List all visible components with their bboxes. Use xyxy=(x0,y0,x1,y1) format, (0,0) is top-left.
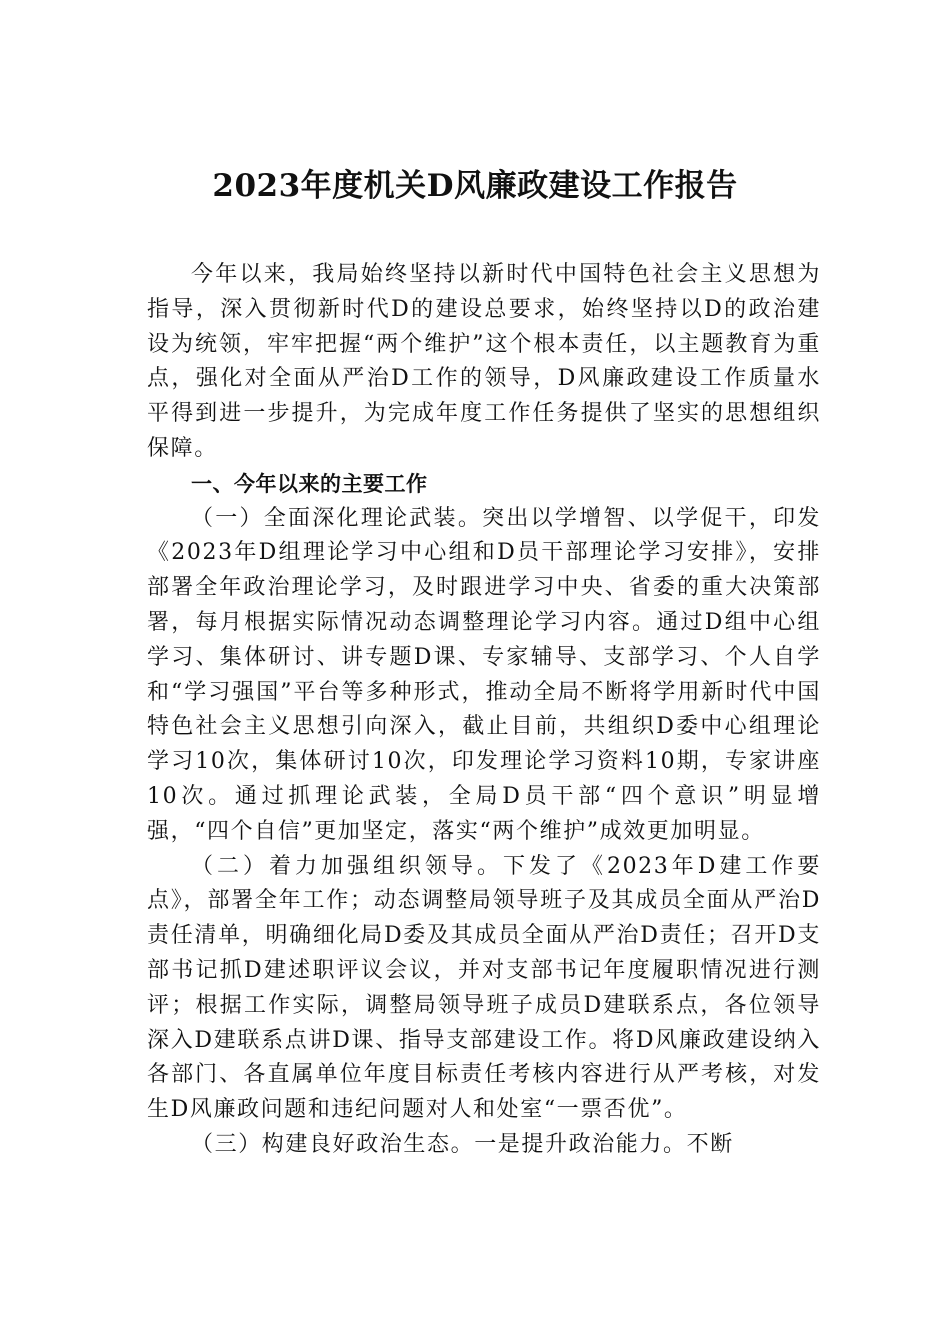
item-text-theory-study: 突出以学增智、以学促干，印发《2023年D组理论学习中心组和D员干部理论学习安排》，安排部署全年政治理论学习，及时跟进学习中央、省委的重大决策部署，每月根据实际情况动态调整理论学习内容。通过D组中心组学习、集体研讨、讲专题D课、专家辅导、支部学习、个人自学和“学习强国”平台等多种形式，推动全局不断将学用新时代中国特色社会主义思想引向深入，截止目前，共组织D委中心组理论学习10次，集体研讨10次，印发理论学习资料10期，专家讲座10次。通过抓理论武装，全局D员干部“四个意识”明显增强，“四个自信”更加坚定，落实“两个维护”成效更加明显。 xyxy=(147,505,822,844)
section-heading-main-work: 一、今年以来的主要工作 xyxy=(191,471,428,496)
item-lead-organization-leadership: （二）着力加强组织领导。 xyxy=(191,853,503,879)
item-lead-political-ecology: （三）构建良好政治生态。 xyxy=(191,1131,475,1157)
item-text-organization-leadership: 下发了《2023年D建工作要点》，部署全年工作；动态调整局领导班子及其成员全面从严治D责任清单，明确细化局D委及其成员全面从严治D责任；召开D支部书记抓D建述职评议会议，并对支部书记年度履职情况进行测评；根据工作实际，调整局领导班子成员D建联系点，各位领导深入D建联系点讲D课、指导支部建设工作。将D风廉政建设纳入各部门、各直属单位年度目标责任考核内容进行从严考核，对发生D风廉政问题和违纪问题对人和处室“一票否优”。 xyxy=(147,853,821,1123)
document-body xyxy=(147,258,821,1163)
item-text-political-ecology: 一是提升政治能力。不断 xyxy=(474,1131,734,1157)
paragraph-organization-leadership xyxy=(147,850,821,1128)
paragraph-political-ecology xyxy=(147,1128,821,1163)
document-title: 2023年度机关D风廉政建设工作报告 xyxy=(212,168,738,204)
paragraph-theory-study xyxy=(147,502,821,850)
intro-paragraph: 今年以来，我局始终坚持以新时代中国特色社会主义思想为指导，深入贯彻新时代D的建设总要求，始终坚持以D的政治建设为统领，牢牢把握“两个维护”这个根本责任，以主题教育为重点，强化对全面从严治D工作的领导，D风廉政建设工作质量水平得到进一步提升，为完成年度工作任务提供了坚实的思想组织保障。 xyxy=(147,262,821,461)
item-lead-theory-study: （一）全面深化理论武装。 xyxy=(191,505,483,531)
